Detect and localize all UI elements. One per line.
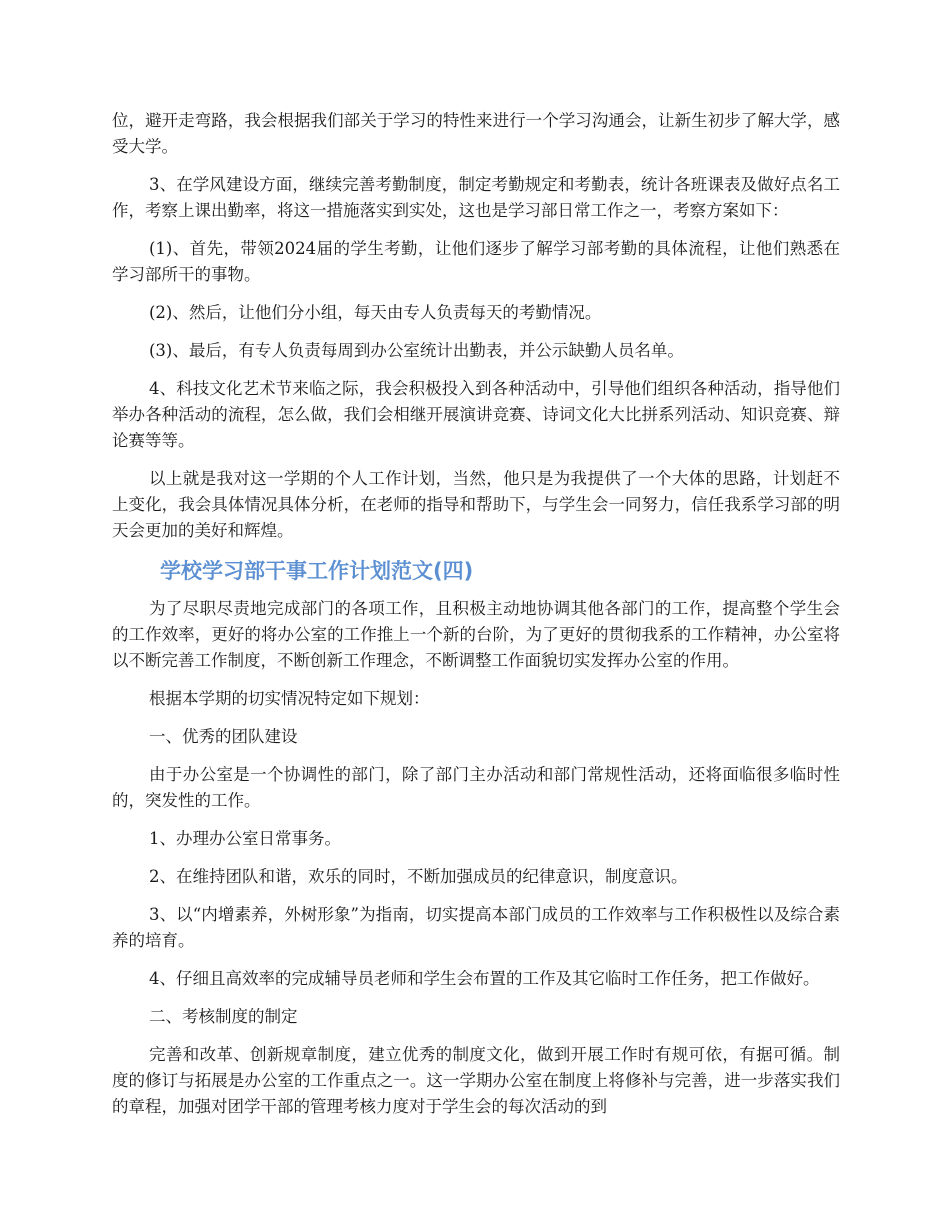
paragraph: 4、仔细且高效率的完成辅导员老师和学生会布置的工作及其它临时工作任务，把工作做好。 bbox=[149, 969, 820, 988]
paragraph: 2、在维持团队和谐，欢乐的同时，不断加强成员的纪律意识，制度意识。 bbox=[149, 867, 688, 886]
paragraph: 以上就是我对这一学期的个人工作计划，当然，他只是为我提供了一个大体的思路，计划赶不上变化，我会具体情况具体分析，在老师的指导和帮助下，与学生会一同努力，信任我系学习部的明天会更加的美好和辉煌。 bbox=[112, 469, 840, 540]
paragraph: (2)、然后，让他们分小组，每天由专人负责每天的考勤情况。 bbox=[149, 303, 602, 322]
paragraph: 4、科技文化艺术节来临之际，我会积极投入到各种活动中，引导他们组织各种活动，指导他们举办各种活动的流程，怎么做，我们会相继开展演讲竞赛、诗词文化大比拼系列活动、知识竞赛、辩论赛等等。 bbox=[112, 379, 840, 450]
document-body bbox=[112, 108, 840, 1132]
paragraph: (3)、最后，有专人负责每周到办公室统计出勤表，并公示缺勤人员名单。 bbox=[149, 341, 684, 360]
paragraph: 3、以“内增素养，外树形象”为指南，切实提高本部门成员的工作效率与工作积极性以及综合素养的培育。 bbox=[112, 905, 840, 950]
paragraph: 由于办公室是一个协调性的部门，除了部门主办活动和部门常规性活动，还将面临很多临时性的，突发性的工作。 bbox=[112, 765, 840, 810]
paragraph: 3、在学风建设方面，继续完善考勤制度，制定考勤规定和考勤表，统计各班课表及做好点名工作，考察上课出勤率，将这一措施落实到实处，这也是学习部日常工作之一，考察方案如下： bbox=[112, 175, 840, 220]
paragraph: 位，避开走弯路，我会根据我们部关于学习的特性来进行一个学习沟通会，让新生初步了解大学，感受大学。 bbox=[112, 111, 840, 156]
paragraph: 二、考核制度的制定 bbox=[149, 1007, 298, 1026]
paragraph: 1、办理办公室日常事务。 bbox=[149, 829, 341, 848]
paragraph: (1)、首先，带领2024届的学生考勤，让他们逐步了解学习部考勤的具体流程，让他们熟悉在学习部所干的事物。 bbox=[112, 239, 840, 284]
paragraph: 一、优秀的团队建设 bbox=[149, 727, 298, 746]
paragraph: 为了尽职尽责地完成部门的各项工作，且积极主动地协调其他各部门的工作，提高整个学生会的工作效率，更好的将办公室的工作推上一个新的台阶，为了更好的贯彻我系的工作精神，办公室将以不断完善工作制度，不断创新工作理念，不断调整工作面貌切实发挥办公室的作用。 bbox=[112, 599, 840, 670]
section-heading: 学校学习部干事工作计划范文(四) bbox=[160, 559, 474, 583]
paragraph: 完善和改革、创新规章制度，建立优秀的制度文化，做到开展工作时有规可依，有据可循。制度的修订与拓展是办公室的工作重点之一。这一学期办公室在制度上将修补与完善，进一步落实我们的章程，加强对团学干部的管理考核力度对于学生会的每次活动的到 bbox=[112, 1045, 840, 1116]
paragraph: 根据本学期的切实情况特定如下规划： bbox=[149, 689, 430, 708]
